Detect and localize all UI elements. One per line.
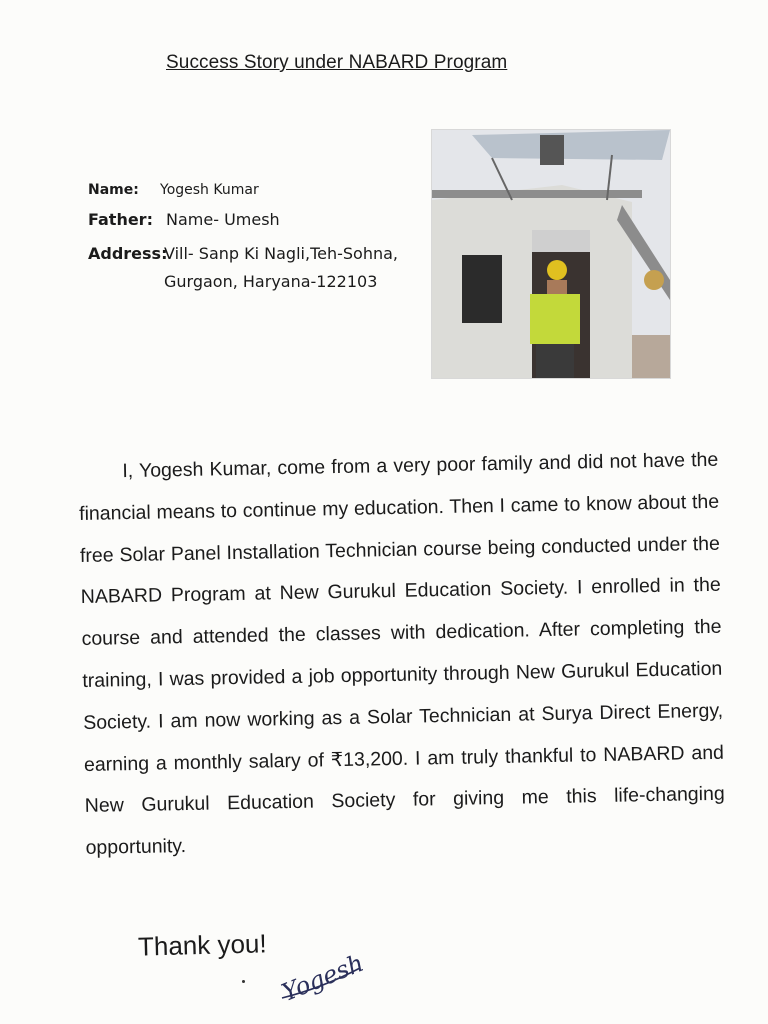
story-text: I, Yogesh Kumar, come from a very poor family and did not have the financial means to continue my education. Then I came to know about the free Solar Panel Installation Technician course being conducted under the NABARD Program at New Gurukul Education Society. I enrolled in the course and attended the classes with dedication. After completing the training, I was provided a job opportunity through New Gurukul Education Society. I am now working as a Solar Technician at Surya Direct Energy, earning a monthly salary of ₹13,200. I am truly thankful to NABARD and New Gurukul Education Society for giving me this life-changing opportunity. [78, 448, 725, 860]
address-label: Address: [88, 244, 168, 263]
document-title: Success Story under NABARD Program [166, 52, 508, 73]
name-row [88, 182, 404, 210]
address-row [88, 240, 404, 296]
father-value: Name- Umesh [166, 210, 280, 229]
address-line-2: Gurgaon, Haryana-122103 [164, 272, 378, 291]
father-row [88, 210, 404, 240]
photo-safety-vest [530, 294, 580, 344]
closing-text: Thank you! [137, 928, 267, 962]
photo-face [547, 280, 567, 294]
address-line-1: Vill- Sanp Ki Nagli,Teh-Sohna, [164, 244, 398, 263]
story-paragraph [78, 440, 726, 870]
ink-dot [242, 980, 245, 983]
photo-window [462, 255, 502, 323]
name-label: Name: [88, 182, 139, 198]
photo-roof-edge [432, 190, 642, 198]
personal-details [88, 182, 404, 296]
technician-photo [432, 130, 670, 378]
signature-text: Yogesh [277, 948, 368, 1007]
photo-door-grille [532, 230, 590, 252]
photo-equipment [644, 270, 664, 290]
photo-helmet [547, 260, 567, 280]
photo-solar-structure [472, 130, 670, 160]
address-value [164, 240, 404, 296]
father-label: Father: [88, 210, 153, 229]
photo-worker-on-roof [540, 135, 564, 165]
name-value: Yogesh Kumar [160, 182, 259, 198]
signature [272, 940, 372, 1010]
